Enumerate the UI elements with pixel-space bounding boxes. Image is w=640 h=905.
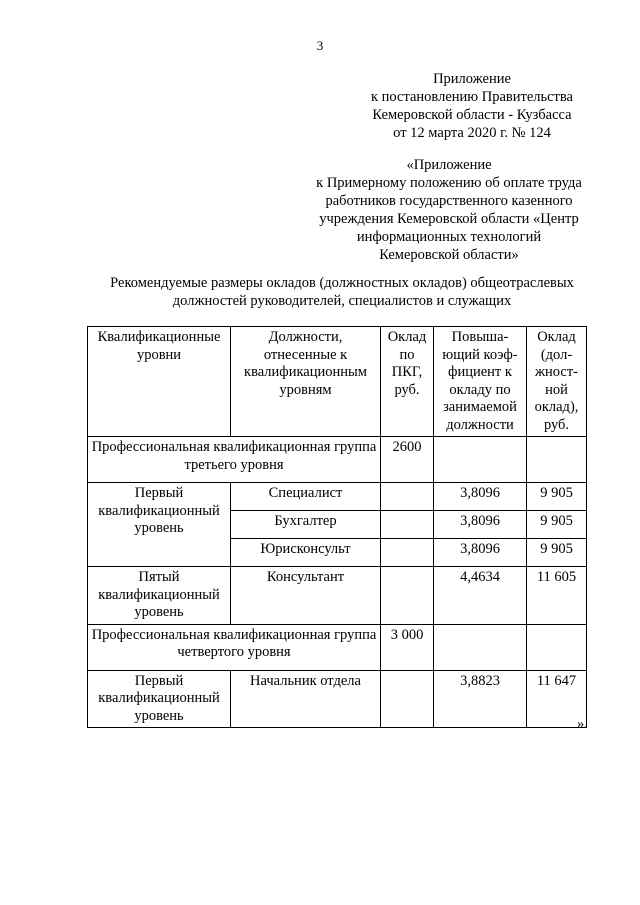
position-cell: Начальник отдела [231,670,381,728]
appendix-line: Кемеровской области - Кузбасса [372,107,572,123]
table-row [88,483,587,511]
level-cell: Первый квалификационный уровень [88,670,231,728]
salary-table [87,326,587,728]
appendix-line: к постановлению Правительства [371,89,573,105]
appendix-line: работников государственного казенного [325,193,573,209]
empty-cell [381,567,434,625]
salary-cell: 9 905 [527,539,587,567]
group-pkg-salary: 2600 [381,437,434,483]
position-cell: Юрисконсульт [231,539,381,567]
salary-cell: 11 647 [527,670,587,728]
salary-cell: 9 905 [527,511,587,539]
appendix-line: «Приложение [406,157,492,173]
salary-cell: 11 605 [527,567,587,625]
table-row [88,670,587,728]
empty-cell [434,437,527,483]
empty-cell [381,511,434,539]
position-cell: Бухгалтер [231,511,381,539]
appendix-line: Кемеровской области» [379,247,519,263]
title-line: должностей руководителей, специалистов и служащих [172,293,512,309]
header-salary: Оклад (дол-жност-ной оклад), руб. [527,327,587,437]
coefficient-cell: 3,8823 [434,670,527,728]
appendix-line: информационных технологий [356,229,542,245]
group-row [88,437,587,483]
coefficient-cell: 3,8096 [434,511,527,539]
coefficient-cell: 3,8096 [434,483,527,511]
title-line: Рекомендуемые размеры окладов (должностных окладов) общеотраслевых [110,275,574,291]
header-level: Квалификационные уровни [88,327,231,437]
document-title [90,274,594,310]
closing-quote: ». [577,716,588,732]
appendix-header [330,70,614,142]
group-row [88,624,587,670]
appendix-line: от 12 марта 2020 г. № 124 [393,125,551,141]
table-header-row [88,327,587,437]
coefficient-cell: 4,4634 [434,567,527,625]
group-pkg-salary: 3 000 [381,624,434,670]
empty-cell [381,539,434,567]
coefficient-cell: 3,8096 [434,539,527,567]
empty-cell [381,670,434,728]
empty-cell [527,437,587,483]
header-position: Должности, отнесенные к квалификационным уровням [231,327,381,437]
table-row [88,567,587,625]
appendix-line: к Примерному положению об оплате труда [316,175,582,191]
header-pkg-salary: Оклад по ПКГ, руб. [381,327,434,437]
appendix-line: Приложение [433,71,511,87]
group-label: Профессиональная квалификационная группа третьего уровня [88,437,381,483]
salary-cell: 9 905 [527,483,587,511]
empty-cell [381,483,434,511]
empty-cell [527,624,587,670]
group-label: Профессиональная квалификационная группа четвертого уровня [88,624,381,670]
position-cell: Консультант [231,567,381,625]
appendix-regulation-header [300,156,598,264]
empty-cell [434,624,527,670]
position-cell: Специалист [231,483,381,511]
level-cell: Пятый квалификационный уровень [88,567,231,625]
header-coefficient: Повыша-ющий коэф-фициент к окладу по занимаемой должности [434,327,527,437]
page-number: 3 [316,38,324,53]
appendix-line: учреждения Кемеровской области «Центр [319,211,579,227]
level-cell: Первый квалификационный уровень [88,483,231,567]
